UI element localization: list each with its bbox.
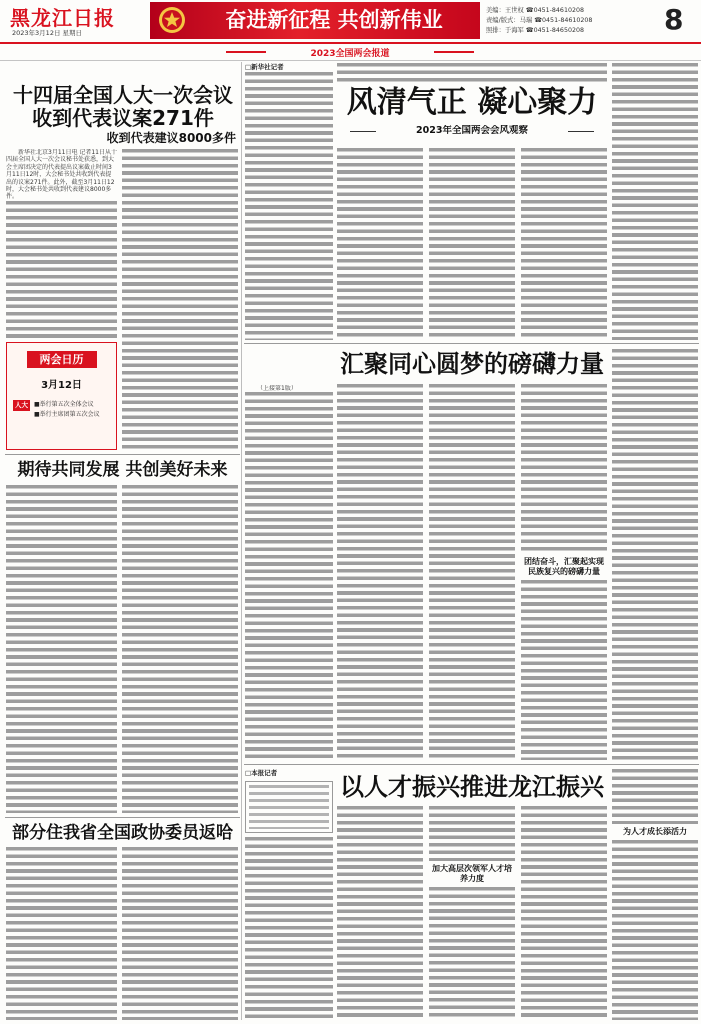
body-text-lines	[122, 149, 238, 450]
article-subhead: 收到代表建议8000多件	[106, 131, 236, 145]
masthead-rule	[0, 42, 701, 44]
body-text-lines	[429, 806, 515, 861]
article-headline: 以人才振兴推进龙江振兴	[340, 773, 604, 801]
calendar-item: ■举行第五次全体会议	[34, 401, 94, 408]
subline-dash	[350, 131, 376, 132]
editor-credit: 责编/版式：马瑞 ☎0451-84610208	[486, 17, 593, 24]
article-column	[337, 148, 423, 340]
article-column	[122, 485, 238, 813]
party-emblem-icon	[158, 6, 186, 34]
article-headline: 部分住我省全国政协委员返哈	[12, 823, 233, 843]
newspaper-logo: 黑龙江日报	[10, 6, 115, 30]
body-text-lines	[337, 806, 423, 1020]
article-column	[245, 385, 333, 760]
section-rule	[0, 60, 701, 61]
article-column	[6, 485, 117, 813]
editor-credit: 美编：王世权 ☎0451-84610208	[486, 7, 584, 14]
calendar-row	[13, 400, 110, 420]
body-text-lines	[6, 847, 117, 1020]
editor-credits	[486, 6, 658, 36]
body-text-lines	[521, 806, 607, 1020]
article-byline: □本报记者	[245, 769, 278, 777]
article-headline: 期待共同发展 共创美好未来	[17, 460, 228, 480]
body-text-lines	[245, 837, 333, 1020]
article-column	[612, 769, 698, 1020]
article-column	[122, 149, 238, 450]
article-rule	[244, 764, 699, 765]
editor-credit: 照排：于海军 ☎0451-84650208	[486, 27, 584, 34]
body-text-lines	[122, 485, 238, 813]
subline-dash	[568, 131, 594, 132]
banner-slogan: 奋进新征程 共创新伟业	[225, 8, 443, 32]
article-continued-note: （上接第1版）	[257, 385, 297, 392]
article-column	[521, 148, 607, 340]
article-column	[612, 63, 698, 340]
body-text-lines	[521, 384, 607, 554]
calendar-tag: 人大	[15, 401, 28, 409]
body-text-lines	[122, 847, 238, 1020]
article-column	[337, 806, 423, 1020]
article-byline: □新华社记者	[245, 63, 284, 71]
body-text-lines	[612, 769, 698, 824]
body-text-lines	[612, 63, 698, 340]
calendar-item: ■举行主席团第五次会议	[34, 411, 100, 418]
article-subhead: 团结奋斗，汇聚起实现民族复兴的磅礴力量	[524, 557, 604, 576]
article-column	[6, 149, 117, 338]
body-text-lines	[337, 148, 423, 340]
body-text-lines	[337, 63, 607, 82]
article-headline: 十四届全国人大一次会议	[13, 84, 233, 106]
article-headline: 汇聚同心圆梦的磅礴力量	[340, 350, 604, 378]
article-lead: 新华社北京3月11日电 记者11日从十四届全国人大一次会议秘书处获悉，到大会主席团决定的代表提出议案截止时间3月11日12时，大会秘书处共收到代表提出的议案271件。此外，截至3月11日12时，大会秘书处共收到代表建议8000多件。	[6, 149, 117, 201]
section-ornament	[434, 51, 474, 53]
body-text-lines	[521, 580, 607, 760]
section-banner-title: 2023全国两会报道	[310, 49, 390, 59]
article-intro-box	[245, 781, 333, 833]
body-text-lines	[6, 485, 117, 813]
article-column	[122, 847, 238, 1020]
article-column	[429, 806, 515, 1020]
article-subhead: 加大高层次领军人才培养力度	[432, 864, 512, 883]
article-column	[245, 769, 333, 1020]
article-rule	[5, 454, 240, 455]
section-ornament	[226, 51, 266, 53]
article-column	[612, 349, 698, 760]
article-column	[6, 847, 117, 1020]
article-headline: 收到代表议案271件	[32, 107, 214, 129]
calendar-title: 两会日历	[27, 351, 97, 368]
article-column	[337, 384, 423, 760]
body-text-lines	[429, 148, 515, 340]
article-column	[245, 63, 333, 340]
article-rule	[244, 343, 699, 344]
article-headline: 风清气正 凝心聚力	[346, 85, 598, 120]
body-text-lines	[6, 201, 117, 338]
body-text-lines	[245, 392, 333, 760]
article-column	[429, 148, 515, 340]
column-divider	[241, 62, 242, 1020]
body-text-lines	[337, 384, 423, 760]
article-column	[521, 384, 607, 760]
article-column	[521, 806, 607, 1020]
article-rule	[5, 817, 240, 818]
issue-date: 2023年3月12日 星期日	[12, 29, 83, 37]
article-subline: 2023年全国两会会风观察	[416, 125, 528, 136]
article-column	[429, 384, 515, 760]
body-text-lines	[245, 72, 333, 340]
calendar-date: 3月12日	[41, 380, 82, 391]
body-text-lines	[612, 840, 698, 1020]
body-text-lines	[612, 349, 698, 760]
body-text-lines	[429, 887, 515, 1020]
calendar-items	[34, 400, 100, 420]
article-subhead: 为人才成长添活力	[623, 827, 687, 836]
body-text-lines	[429, 384, 515, 760]
calendar-box	[6, 342, 117, 450]
page-number: 8	[664, 3, 684, 36]
body-text-lines	[249, 785, 329, 829]
body-text-lines	[521, 148, 607, 340]
